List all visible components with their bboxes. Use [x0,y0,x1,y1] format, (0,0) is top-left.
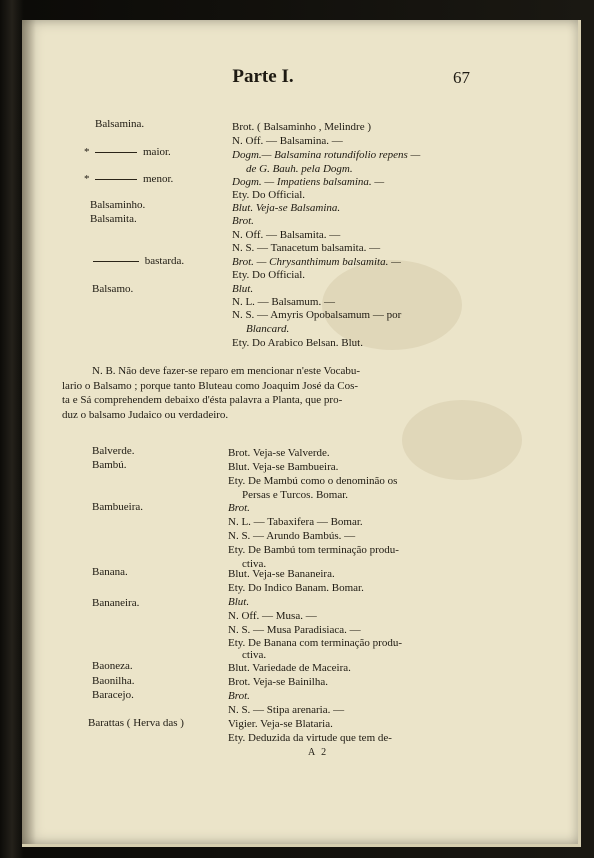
headword: Bambueira. [92,501,144,513]
entry-line: Blut. [228,596,250,608]
entry-line: ctiva. [242,558,267,570]
entry-line: ctiva. [242,649,267,661]
signature-mark: A 2 [308,747,329,758]
entry-line: Ety. Do Arabico Belsan. Blut. [232,337,363,349]
headword-sub: * maior. [84,146,171,158]
entry-line: Brot. — Chrysanthimum balsamita. — [232,256,401,268]
headword: Bananeira. [92,597,140,609]
headword: Balsaminho. [90,199,146,211]
entry-line: Ety. Deduzida da virtude que tem de- [228,732,392,744]
headword: Baoneza. [92,660,133,672]
entry-line: N. Off. — Musa. — [228,610,317,622]
entry-line: Brot. ( Balsaminho , Melindre ) [232,121,372,133]
entry-line: N. S. — Stipa arenaria. — [228,704,345,716]
entry-line: N. L. — Balsamum. — [232,296,335,308]
note-paragraph [62,364,494,422]
headword: Balsamina. [95,118,145,130]
entry-line: N. S. — Tanacetum balsamita. — [232,242,381,254]
headword: Balsamita. [90,213,137,225]
entry-line: Brot. [228,690,250,702]
note-line: lario o Balsamo ; porque tanto Bluteau como Joaquim José da Cos- [62,379,359,392]
entry-line: Ety. Do Indico Banam. Bomar. [228,582,364,594]
entry-line: Dogm.— Balsamina rotundifolio repens — [232,149,421,161]
entry-line: Brot. Veja-se Bainilha. [228,676,328,688]
entry-line: Blut. Veja-se Bambueira. [228,461,339,473]
entry-line: Brot. Veja-se Valverde. [228,447,330,459]
entry-line: N. S. — Amyris Opobalsamum — por [232,309,402,321]
entry-line: Blut. [232,283,254,295]
entry-line: Ety. De Banana com terminação produ- [228,637,402,649]
entry-line: Persas e Turcos. Bomar. [242,489,349,501]
entry-line: Brot. [232,215,254,227]
entry-line: N. S. — Arundo Bambús. — [228,530,356,542]
note-line: duz o balsamo Judaico ou verdadeiro. [62,408,229,421]
entry-line: Blancard. [246,323,290,335]
headword: Bambú. [92,459,127,471]
entry-line: de G. Bauh. pela Dogm. [246,163,353,175]
headword: Baonilha. [92,675,135,687]
entry-line: Ety. De Mambú como o denominão os [228,475,398,487]
entry-line: N. L. — Tabaxifera — Bomar. [228,516,363,528]
entry-line: N. Off. — Balsamina. — [232,135,343,147]
entry-line: Blut. Variedade de Maceira. [228,662,351,674]
headword-sub: bastarda. [90,254,184,268]
running-header-title: Parte I. [232,66,294,87]
entry-line: Vigier. Veja-se Blataria. [228,718,333,730]
entry-line: Ety. Do Official. [232,189,306,201]
entry-line: N. Off. — Balsamita. — [232,229,341,241]
headword-sub: * menor. [84,173,174,185]
headword: Balverde. [92,445,135,457]
entry-line: Blut. Veja-se Bananeira. [228,568,335,580]
headword: Baracejo. [92,689,134,701]
headword: Banana. [92,566,128,578]
note-line: N. B. Não deve fazer-se reparo em mencionar n'este Vocabu- [92,365,360,377]
entry-line: N. S. — Musa Paradisiaca. — [228,624,361,636]
entry-line: Blut. Veja-se Balsamina. [232,202,341,214]
note-line: ta e Sá comprehendem debaixo d'ésta palavra a Planta, que pro- [62,394,343,406]
entry-line: Ety. De Bambú tom terminação produ- [228,544,399,556]
headword: Barattas ( Herva das ) [88,717,184,729]
headword: Balsamo. [92,283,134,295]
page-number: 67 [453,68,470,87]
entry-line: Brot. [228,502,250,514]
entry-line: Dogm. — Impatiens balsamina. — [232,176,385,188]
entry-line: Ety. Do Official. [232,269,306,281]
